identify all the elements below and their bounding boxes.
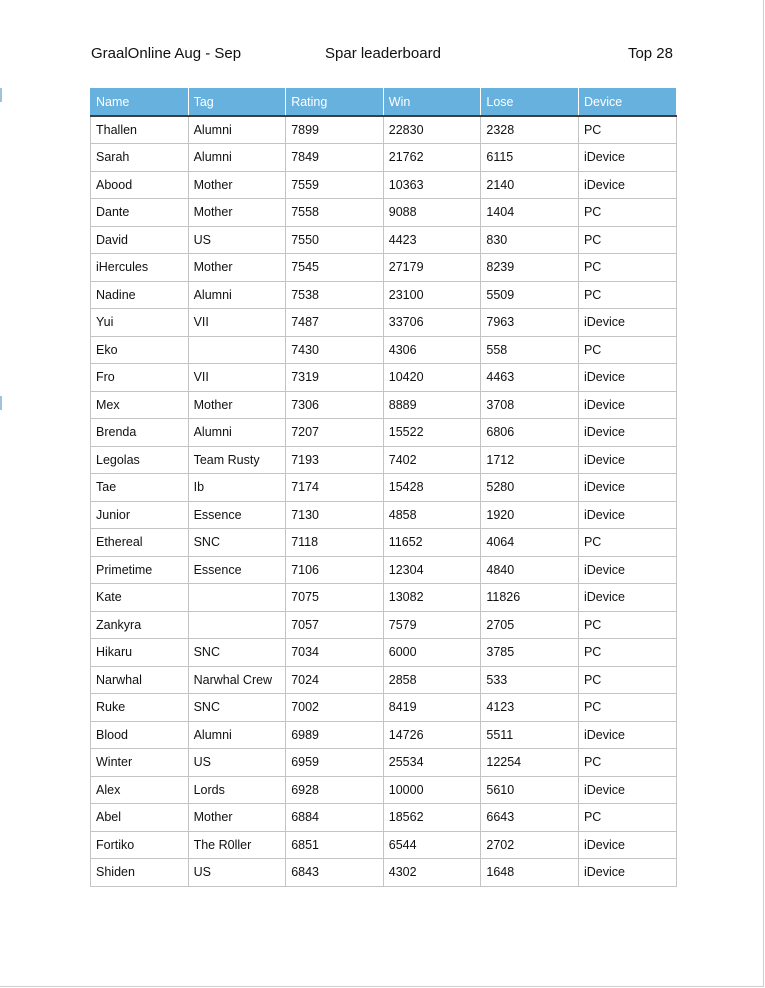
cell-tag: VII — [188, 309, 286, 337]
cell-lose: 2328 — [481, 116, 579, 144]
cell-device: iDevice — [578, 419, 676, 447]
cell-device: iDevice — [578, 171, 676, 199]
cell-win: 18562 — [383, 804, 481, 832]
header-right-title: Top 28 — [627, 45, 673, 62]
cell-win: 6544 — [383, 831, 481, 859]
cell-win: 14726 — [383, 721, 481, 749]
cell-tag: US — [188, 859, 286, 887]
cell-lose: 533 — [481, 666, 579, 694]
cell-tag: Essence — [188, 556, 286, 584]
table-row — [91, 364, 677, 392]
cell-lose: 3785 — [481, 639, 579, 667]
cell-device: iDevice — [578, 474, 676, 502]
cell-rating: 7207 — [286, 419, 384, 447]
cell-device: iDevice — [578, 584, 676, 612]
cell-rating: 7024 — [286, 666, 384, 694]
cell-rating: 7057 — [286, 611, 384, 639]
cell-rating: 6959 — [286, 749, 384, 777]
table-row — [91, 721, 677, 749]
cell-win: 10363 — [383, 171, 481, 199]
table-row — [91, 171, 677, 199]
table-row — [91, 611, 677, 639]
cell-win: 8889 — [383, 391, 481, 419]
cell-win: 10000 — [383, 776, 481, 804]
cell-rating: 7118 — [286, 529, 384, 557]
cell-lose: 11826 — [481, 584, 579, 612]
page-edge-marker — [0, 88, 2, 102]
cell-device: iDevice — [578, 831, 676, 859]
cell-rating: 7193 — [286, 446, 384, 474]
table-row — [91, 254, 677, 282]
cell-name: Eko — [91, 336, 189, 364]
cell-device: PC — [578, 804, 676, 832]
cell-device: PC — [578, 281, 676, 309]
cell-tag: Alumni — [188, 144, 286, 172]
cell-name: Junior — [91, 501, 189, 529]
cell-tag: Narwhal Crew — [188, 666, 286, 694]
cell-rating: 7106 — [286, 556, 384, 584]
cell-name: Thallen — [91, 116, 189, 144]
cell-rating: 7306 — [286, 391, 384, 419]
table-row — [91, 804, 677, 832]
cell-win: 6000 — [383, 639, 481, 667]
cell-tag — [188, 336, 286, 364]
cell-name: Fro — [91, 364, 189, 392]
cell-tag: SNC — [188, 529, 286, 557]
cell-name: Ruke — [91, 694, 189, 722]
cell-win: 4858 — [383, 501, 481, 529]
cell-lose: 4463 — [481, 364, 579, 392]
cell-rating: 7130 — [286, 501, 384, 529]
cell-device: PC — [578, 749, 676, 777]
cell-lose: 1404 — [481, 199, 579, 227]
cell-win: 4423 — [383, 226, 481, 254]
table-row — [91, 831, 677, 859]
cell-win: 7579 — [383, 611, 481, 639]
cell-win: 10420 — [383, 364, 481, 392]
cell-rating: 7558 — [286, 199, 384, 227]
cell-name: Abel — [91, 804, 189, 832]
cell-device: iDevice — [578, 776, 676, 804]
table-row — [91, 474, 677, 502]
table-row — [91, 694, 677, 722]
cell-rating: 6843 — [286, 859, 384, 887]
cell-tag: Mother — [188, 804, 286, 832]
cell-device: PC — [578, 336, 676, 364]
table-row — [91, 199, 677, 227]
table-row — [91, 419, 677, 447]
cell-device: PC — [578, 666, 676, 694]
cell-name: Abood — [91, 171, 189, 199]
cell-name: Narwhal — [91, 666, 189, 694]
cell-tag: VII — [188, 364, 286, 392]
cell-win: 15428 — [383, 474, 481, 502]
cell-win: 13082 — [383, 584, 481, 612]
cell-name: Yui — [91, 309, 189, 337]
cell-device: iDevice — [578, 556, 676, 584]
cell-win: 2858 — [383, 666, 481, 694]
table-row — [91, 529, 677, 557]
cell-lose: 5280 — [481, 474, 579, 502]
cell-tag: Mother — [188, 199, 286, 227]
cell-win: 9088 — [383, 199, 481, 227]
cell-tag: SNC — [188, 639, 286, 667]
cell-rating: 6884 — [286, 804, 384, 832]
cell-lose: 5610 — [481, 776, 579, 804]
table-header-row — [91, 88, 677, 116]
cell-win: 23100 — [383, 281, 481, 309]
table-row — [91, 446, 677, 474]
cell-rating: 6989 — [286, 721, 384, 749]
cell-device: iDevice — [578, 144, 676, 172]
cell-tag: Mother — [188, 171, 286, 199]
cell-lose: 2702 — [481, 831, 579, 859]
cell-name: Tae — [91, 474, 189, 502]
cell-tag: Essence — [188, 501, 286, 529]
cell-rating: 7002 — [286, 694, 384, 722]
cell-name: Winter — [91, 749, 189, 777]
cell-rating: 7487 — [286, 309, 384, 337]
cell-lose: 5511 — [481, 721, 579, 749]
cell-name: Brenda — [91, 419, 189, 447]
cell-device: iDevice — [578, 446, 676, 474]
cell-tag: Mother — [188, 391, 286, 419]
cell-tag: SNC — [188, 694, 286, 722]
cell-tag: Alumni — [188, 281, 286, 309]
cell-name: Hikaru — [91, 639, 189, 667]
cell-device: iDevice — [578, 501, 676, 529]
cell-name: Dante — [91, 199, 189, 227]
table-row — [91, 776, 677, 804]
cell-win: 33706 — [383, 309, 481, 337]
table-row — [91, 391, 677, 419]
cell-rating: 7174 — [286, 474, 384, 502]
cell-lose: 1648 — [481, 859, 579, 887]
cell-lose: 2705 — [481, 611, 579, 639]
cell-device: iDevice — [578, 309, 676, 337]
table-row — [91, 281, 677, 309]
page-edge-marker — [0, 396, 2, 410]
cell-device: PC — [578, 254, 676, 282]
cell-win: 11652 — [383, 529, 481, 557]
cell-win: 8419 — [383, 694, 481, 722]
cell-lose: 5509 — [481, 281, 579, 309]
cell-lose: 1920 — [481, 501, 579, 529]
cell-rating: 7034 — [286, 639, 384, 667]
leaderboard-table — [90, 88, 677, 887]
cell-device: PC — [578, 116, 676, 144]
table-row — [91, 226, 677, 254]
cell-device: PC — [578, 639, 676, 667]
cell-tag: Alumni — [188, 116, 286, 144]
cell-win: 15522 — [383, 419, 481, 447]
cell-name: Shiden — [91, 859, 189, 887]
cell-rating: 7899 — [286, 116, 384, 144]
table-row — [91, 666, 677, 694]
header-left-title: GraalOnline Aug - Sep — [91, 45, 242, 62]
header-center-title: Spar leaderboard — [325, 45, 441, 62]
cell-lose: 830 — [481, 226, 579, 254]
cell-tag — [188, 584, 286, 612]
cell-device: iDevice — [578, 721, 676, 749]
cell-device: PC — [578, 611, 676, 639]
cell-name: Blood — [91, 721, 189, 749]
cell-lose: 558 — [481, 336, 579, 364]
cell-win: 4306 — [383, 336, 481, 364]
cell-lose: 2140 — [481, 171, 579, 199]
cell-device: PC — [578, 226, 676, 254]
cell-lose: 4840 — [481, 556, 579, 584]
cell-device: PC — [578, 529, 676, 557]
cell-name: Alex — [91, 776, 189, 804]
column-header-name: Name — [91, 88, 189, 116]
cell-tag: Alumni — [188, 419, 286, 447]
column-header-tag: Tag — [188, 88, 286, 116]
cell-win: 21762 — [383, 144, 481, 172]
column-header-lose: Lose — [481, 88, 579, 116]
cell-tag: Alumni — [188, 721, 286, 749]
cell-win: 7402 — [383, 446, 481, 474]
table-row — [91, 336, 677, 364]
table-row — [91, 556, 677, 584]
cell-device: iDevice — [578, 859, 676, 887]
cell-rating: 6851 — [286, 831, 384, 859]
column-header-rating: Rating — [286, 88, 384, 116]
cell-device: iDevice — [578, 364, 676, 392]
cell-lose: 1712 — [481, 446, 579, 474]
cell-lose: 12254 — [481, 749, 579, 777]
table-body — [91, 116, 677, 886]
cell-rating: 7545 — [286, 254, 384, 282]
table-row — [91, 501, 677, 529]
cell-name: Sarah — [91, 144, 189, 172]
cell-win: 12304 — [383, 556, 481, 584]
cell-name: Legolas — [91, 446, 189, 474]
table-row — [91, 144, 677, 172]
cell-device: iDevice — [578, 391, 676, 419]
cell-lose: 4123 — [481, 694, 579, 722]
table-row — [91, 309, 677, 337]
cell-tag: Team Rusty — [188, 446, 286, 474]
cell-win: 25534 — [383, 749, 481, 777]
cell-device: PC — [578, 694, 676, 722]
cell-rating: 7319 — [286, 364, 384, 392]
cell-lose: 4064 — [481, 529, 579, 557]
cell-tag: US — [188, 749, 286, 777]
cell-win: 22830 — [383, 116, 481, 144]
cell-tag: Lords — [188, 776, 286, 804]
table-row — [91, 116, 677, 144]
cell-name: Primetime — [91, 556, 189, 584]
cell-tag: The R0ller — [188, 831, 286, 859]
cell-win: 27179 — [383, 254, 481, 282]
cell-device: PC — [578, 199, 676, 227]
cell-name: Mex — [91, 391, 189, 419]
cell-lose: 6643 — [481, 804, 579, 832]
column-header-win: Win — [383, 88, 481, 116]
table-row — [91, 639, 677, 667]
cell-name: Fortiko — [91, 831, 189, 859]
cell-rating: 6928 — [286, 776, 384, 804]
cell-lose: 6115 — [481, 144, 579, 172]
cell-name: iHercules — [91, 254, 189, 282]
cell-tag — [188, 611, 286, 639]
table-row — [91, 584, 677, 612]
cell-lose: 3708 — [481, 391, 579, 419]
cell-lose: 6806 — [481, 419, 579, 447]
cell-tag: US — [188, 226, 286, 254]
cell-name: Kate — [91, 584, 189, 612]
cell-rating: 7559 — [286, 171, 384, 199]
cell-rating: 7430 — [286, 336, 384, 364]
cell-rating: 7538 — [286, 281, 384, 309]
table-row — [91, 859, 677, 887]
cell-win: 4302 — [383, 859, 481, 887]
cell-tag: Ib — [188, 474, 286, 502]
cell-lose: 7963 — [481, 309, 579, 337]
cell-rating: 7550 — [286, 226, 384, 254]
column-header-device: Device — [578, 88, 676, 116]
cell-name: Nadine — [91, 281, 189, 309]
cell-name: Zankyra — [91, 611, 189, 639]
cell-lose: 8239 — [481, 254, 579, 282]
cell-tag: Mother — [188, 254, 286, 282]
cell-rating: 7849 — [286, 144, 384, 172]
table-row — [91, 749, 677, 777]
cell-name: David — [91, 226, 189, 254]
cell-rating: 7075 — [286, 584, 384, 612]
cell-name: Ethereal — [91, 529, 189, 557]
